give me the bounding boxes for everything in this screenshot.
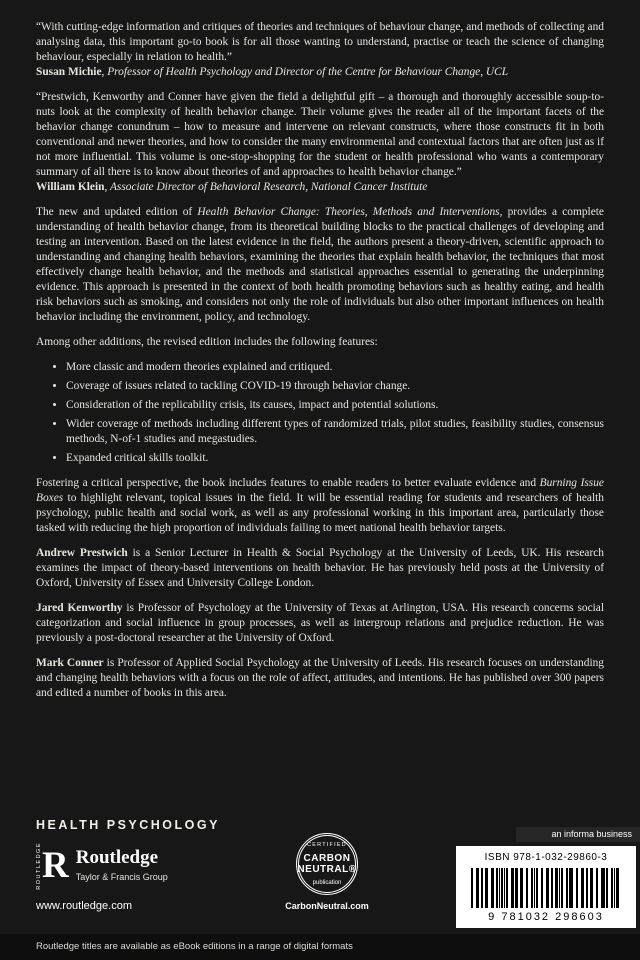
features-intro: Among other additions, the revised edition includes the following features: [36, 336, 378, 348]
audience-paragraph [36, 476, 604, 536]
carbon-neutral-url: CarbonNeutral.com [285, 901, 369, 911]
quote-1-author-role: , Professor of Health Psychology and Director of the Centre for Behaviour Change, UCL [101, 66, 509, 78]
feature-item: • Wider coverage of methods including different types of randomized trials, pilot studies, feasibility studies, consensus methods, N-of-1 studies and megastudies. [66, 417, 604, 447]
subject-category-label: HEALTH PSYCHOLOGY [36, 818, 220, 832]
routledge-r-glyph: R [42, 845, 69, 886]
audience-post: to highlight relevant, topical issues in the field. It will be essential reading for students and researchers of health psychology, public health and social work, as well as any professional working in this important area, particularly those tasked with reducing the high proportion of individuals failing to meet national health behavior targets. [36, 492, 604, 534]
author-bio-kenworthy [36, 601, 604, 646]
features-list [36, 360, 604, 466]
publisher-url: www.routledge.com [36, 900, 132, 912]
quote-1-text: “With cutting-edge information and critiques of theories and techniques of behaviour change, and methods of collecting and analysing data, this important go-to book is for all those wanting to understand, practise or teach the science of changing behaviour, especially in relation to health.” [36, 21, 604, 63]
carbon-neutral-icon [296, 833, 358, 895]
isbn-digits: 9 781032 298603 [488, 911, 604, 923]
publisher-name: Routledge [75, 846, 159, 868]
routledge-vertical-text: ROUTLEDGE [36, 842, 42, 890]
author-bio-text: is Professor of Applied Social Psychology at the University of Leeds. His research focuses on understanding and changing health behaviors with a focus on the role of affect, attitudes, and intentions. He has published over 300 papers and edited a number of books in this area. [36, 657, 604, 699]
author-bio-prestwich [36, 546, 604, 591]
publisher-wordmark [76, 848, 168, 885]
publication-label: publication [312, 879, 342, 886]
informa-business-label: an informa business [516, 827, 640, 842]
description-post: , provides a complete understanding of health behavior change, from its theoretical building blocks to the practical challenges of developing and testing an intervention. Based on the latest evidence in the field, the authors present a theory-driven, scientific approach to understanding and changing health behaviors, examining the theories that explain health behavior, the techniques that most effectively change health behavior, and the methods and statistical approaches essential to generating the underpinning evidence. This approach is presented in the context of both health promoting behaviors such as healthy eating, and health risk behaviors such as smoking, and considers not only the role of individuals but also other important influences on health behavior including the environment, policy, and technology. [36, 206, 604, 323]
author-name: Jared Kenworthy [36, 602, 123, 614]
book-description-paragraph [36, 205, 604, 325]
publisher-tagline: Taylor & Francis Group [75, 871, 168, 882]
feature-item: • More classic and modern theories explained and critiqued. [66, 360, 604, 375]
quote-1-author: Susan Michie [36, 66, 102, 78]
neutral-label: NEUTRAL® [297, 863, 357, 875]
feature-item: • Consideration of the replicability crisis, its causes, impact and potential solutions. [66, 398, 604, 413]
burning-issue-boxes-inline: Burning Issue Boxes [36, 477, 604, 504]
routledge-logo-row [36, 843, 168, 889]
endorsement-quote-1 [36, 20, 604, 80]
carbon-certified-label: CERTIFIED [307, 841, 347, 848]
quote-2-author-role: , Associate Director of Behavioral Research, National Cancer Institute [104, 181, 428, 193]
publisher-block [36, 843, 168, 914]
feature-item: • Expanded critical skills toolkit. [66, 451, 604, 466]
quote-2-author: William Klein [36, 181, 105, 193]
author-bio-conner [36, 656, 604, 701]
isbn-barcode-box [456, 846, 636, 928]
carbon-neutral-badge [272, 833, 382, 914]
author-bio-text: is Professor of Psychology at the University of Texas at Arlington, USA. His research concerns social categorization and social influence in group processes, as well as intergroup relations and prejudice reduction. He was previously a post-doctoral researcher at the University of Oxford. [36, 602, 605, 644]
quote-2-text: “Prestwich, Kenworthy and Conner have given the field a delightful gift – a thorough and thoroughly accessible soup-to-nuts look at the complexity of health behavior change. Their volume gives the reader all of the important facets of the behavior change conundrum – how to measure and intervene on relevant constructs, where those constructs fit in both conventional and newer theories, and how to consider the many environmental and contextual factors that are often just as if not more influential. This volume is one-stop-shopping for the student or health professional who wants a contemporary summary of all there is to know about theories of and approaches to health behavior change.” [36, 91, 604, 178]
endorsement-quote-2 [36, 90, 604, 195]
ebook-availability-note: Routledge titles are available as eBook editions in a range of digital formats [0, 934, 640, 960]
isbn-number-label: ISBN 978-1-032-29860-3 [484, 852, 608, 863]
carbon-label: CARBON [303, 852, 351, 864]
barcode-icon [471, 868, 621, 908]
feature-item: • Coverage of issues related to tackling COVID-19 through behavior change. [66, 379, 604, 394]
audience-pre: Fostering a critical perspective, the book includes features to enable readers to better evaluate evidence and [36, 477, 540, 489]
description-pre: The new and updated edition of [36, 206, 198, 218]
book-title-inline: Health Behavior Change: Theories, Methods and Interventions [197, 206, 500, 218]
author-name: Mark Conner [36, 657, 104, 669]
author-name: Andrew Prestwich [36, 547, 128, 559]
routledge-logo-icon [36, 843, 69, 889]
author-bio-text: is a Senior Lecturer in Health & Social Psychology at the University of Leeds, UK. His research examines the impact of theory-based interventions on health behavior. He has previously held posts at the University of Oxford, University of Essex and University College London. [36, 547, 604, 589]
